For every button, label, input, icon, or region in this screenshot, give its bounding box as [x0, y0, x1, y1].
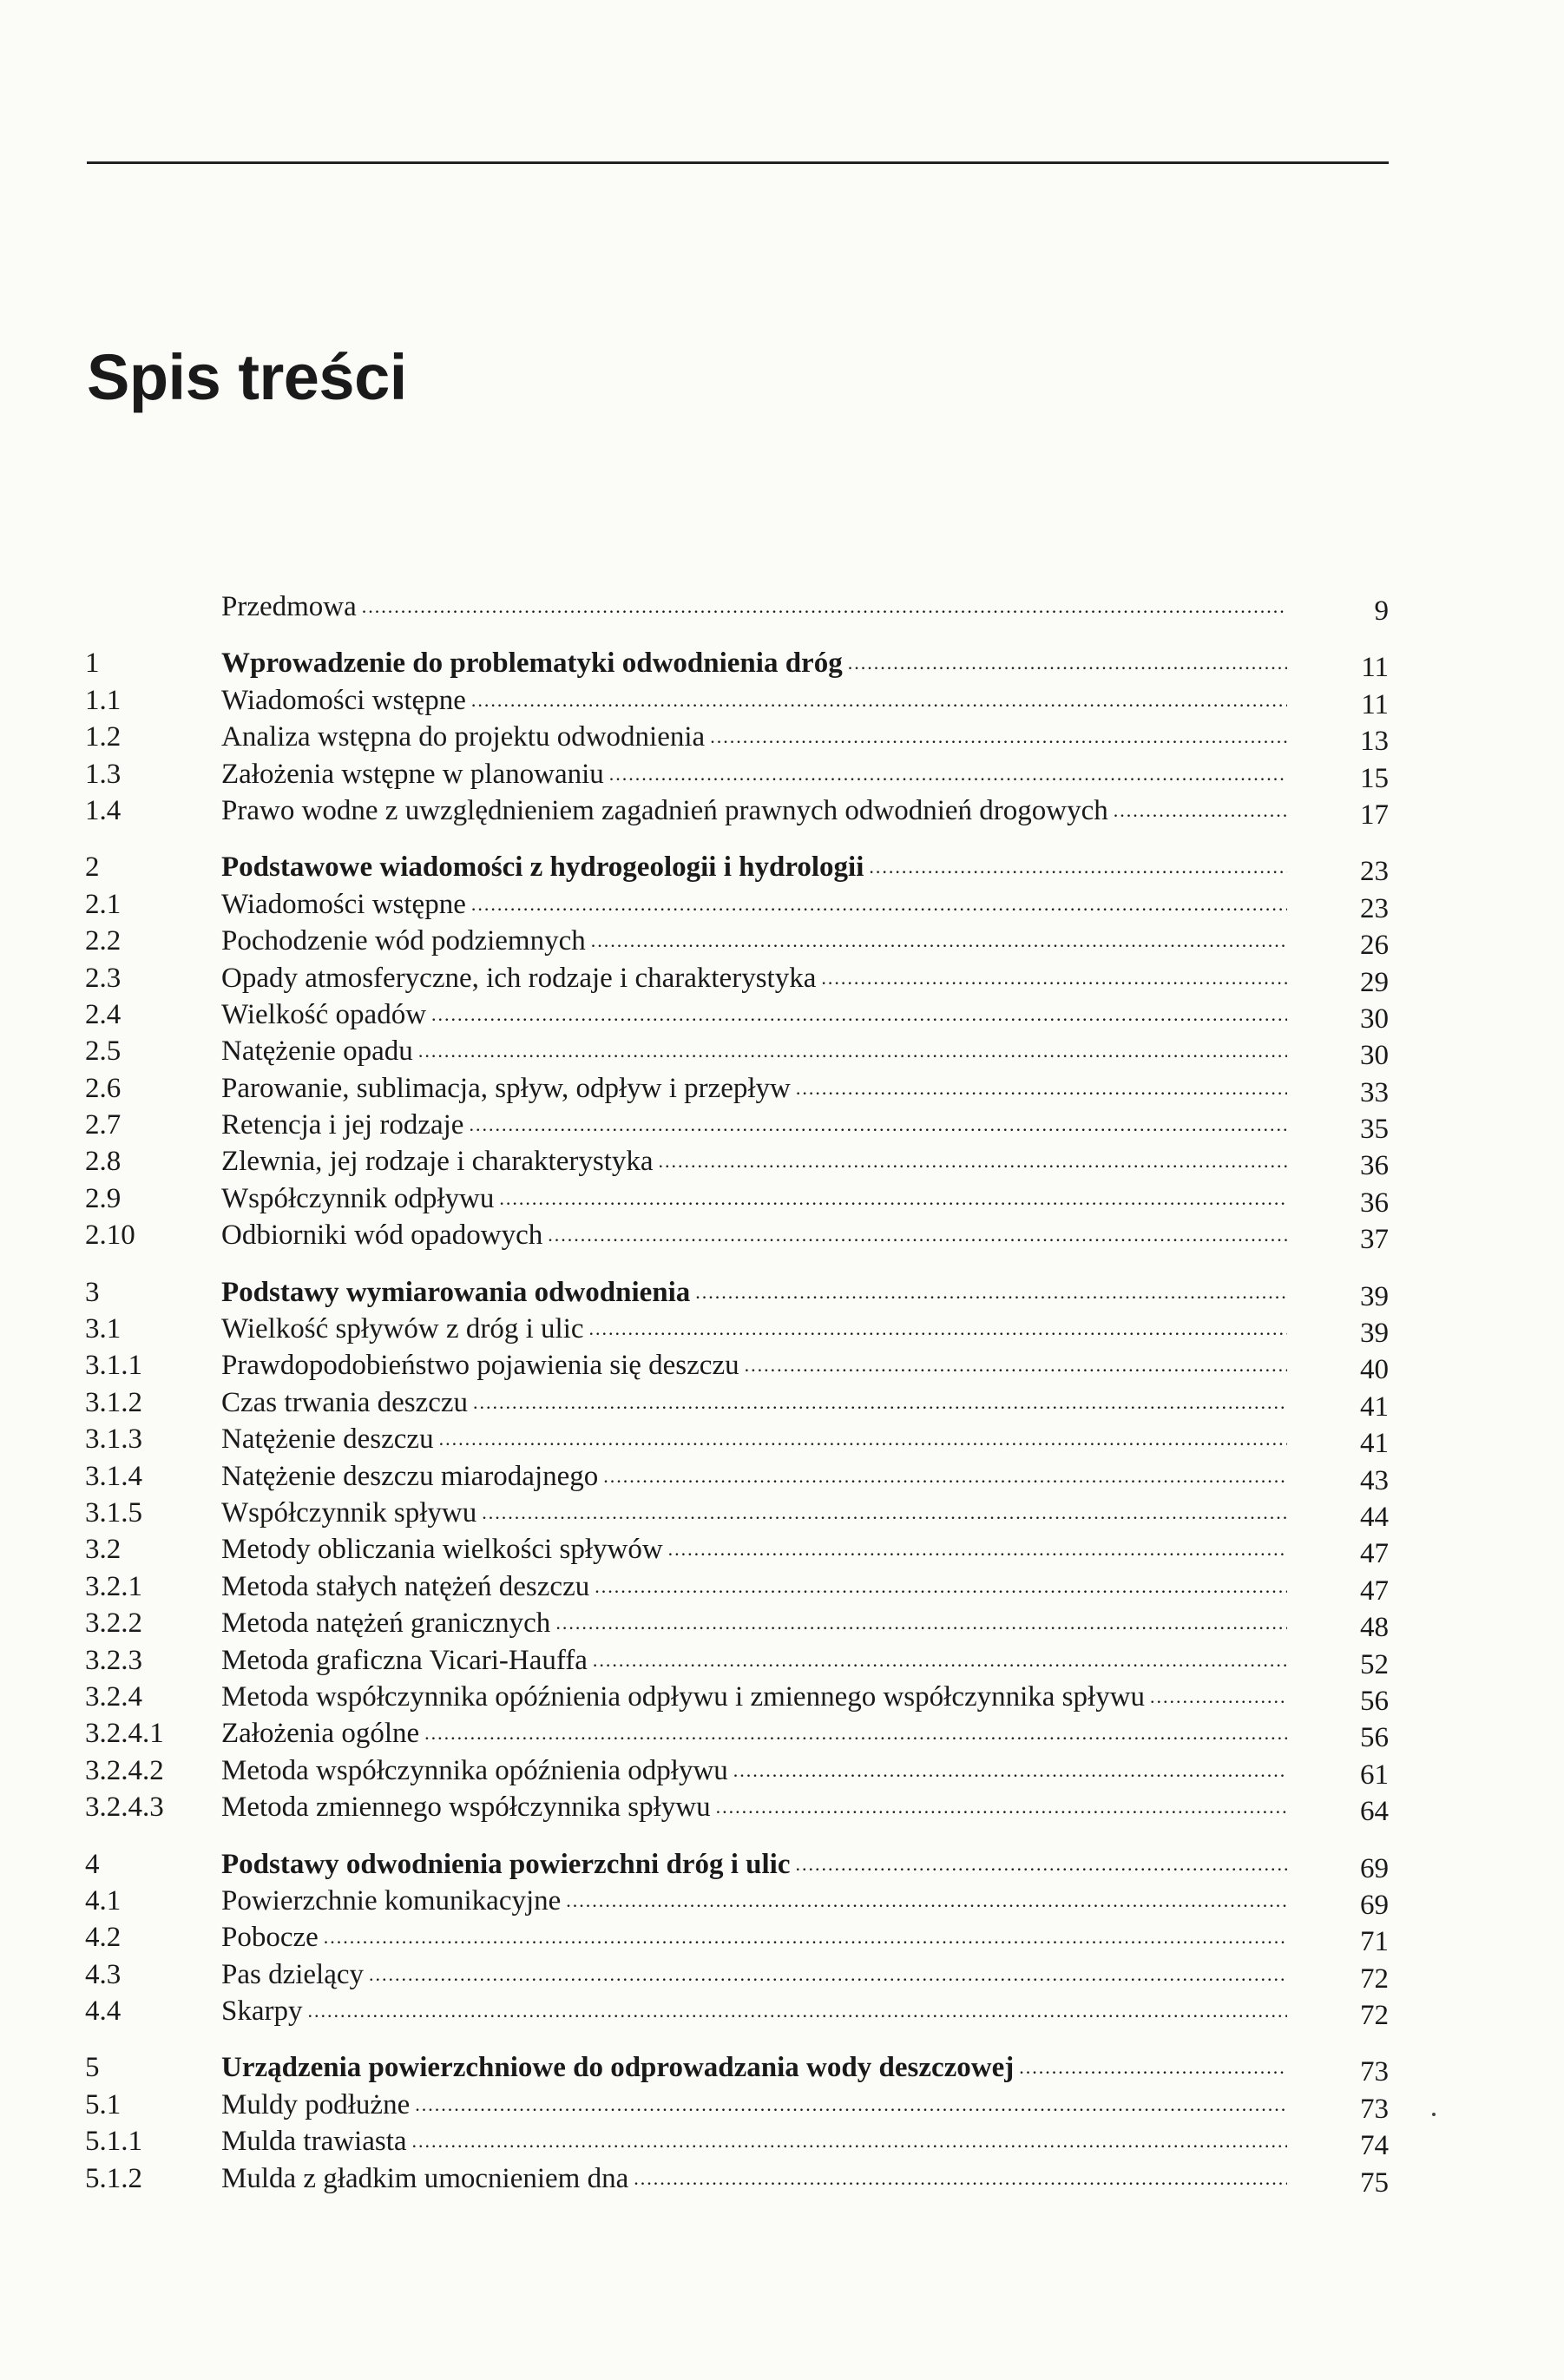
toc-entry-title: Podstawy wymiarowania odwodnienia: [221, 1276, 691, 1308]
page-title: Spis treści: [87, 341, 407, 413]
toc-entry-title: Pochodzenie wód podziemnych: [221, 925, 586, 957]
toc-entry-leader: [221, 645, 1287, 681]
toc-entry-page-number: 41: [1360, 1428, 1389, 1460]
toc-entry-leader: [221, 1919, 1287, 1956]
toc-entry-title: Podstawowe wiadomości z hydrogeologii i hydrologii: [221, 851, 864, 884]
toc-entry-title: Analiza wstępna do projektu odwodnienia: [221, 721, 706, 753]
toc-entry-number: 1.1: [85, 684, 122, 716]
toc-entry-leader: [221, 588, 1287, 625]
toc-entry-page-number: 39: [1360, 1318, 1389, 1350]
toc-entry-page-number: 47: [1360, 1575, 1389, 1607]
toc-entry-number: 3.2: [85, 1534, 122, 1566]
toc-entry-title: Założenia wstępne w planowaniu: [221, 758, 604, 790]
toc-entry-number: 3.1.5: [85, 1496, 142, 1529]
toc-entry-leader: [221, 886, 1287, 923]
toc-entry-page-number: 64: [1360, 1796, 1389, 1828]
toc-entry-leader: [221, 1568, 1287, 1605]
toc-entry-page-number: 36: [1360, 1187, 1389, 1219]
toc-entry-row: [85, 756, 1389, 792]
toc-entry-leader: [221, 1883, 1287, 1919]
toc-entry-title: Pas dzielący: [221, 1958, 365, 1990]
toc-entry-page-number: 36: [1360, 1150, 1389, 1182]
toc-entry-page-number: 23: [1360, 856, 1389, 888]
toc-entry-leader: [221, 1679, 1287, 1715]
toc-entry-number: 1.2: [85, 721, 122, 753]
toc-entry-title: Natężenie deszczu: [221, 1423, 434, 1456]
toc-entry-title: Podstawy odwodnienia powierzchni dróg i ulic: [221, 1848, 791, 1880]
toc-entry-page-number: 69: [1360, 1852, 1389, 1884]
toc-entry-leader: [221, 1421, 1287, 1457]
toc-entry-title: Odbiorniki wód opadowych: [221, 1220, 543, 1252]
toc-entry-title: Założenia ogólne: [221, 1718, 420, 1750]
toc-entry-row: [85, 1919, 1389, 1956]
toc-entry-leader: [221, 1846, 1287, 1883]
toc-dot-leader: [821, 960, 1287, 996]
toc-entry-leader: [221, 1107, 1287, 1143]
toc-entry-row: [85, 2160, 1389, 2197]
toc-entry-leader: [221, 682, 1287, 719]
toc-entry-number: 2.2: [85, 925, 122, 957]
toc-entry-title: Metoda natężeń granicznych: [221, 1607, 551, 1640]
toc-entry-row: [85, 996, 1389, 1033]
margin-speck: [1432, 2113, 1436, 2116]
toc-dot-leader: [324, 1919, 1287, 1956]
toc-entry-leader: [221, 1715, 1287, 1752]
toc-dot-leader: [634, 2160, 1287, 2197]
toc-entry-leader: [221, 719, 1287, 755]
toc-dot-leader: [589, 1311, 1287, 1347]
toc-entry-leader: [221, 960, 1287, 996]
toc-entry-title: Wiadomości wstępne: [221, 888, 466, 920]
toc-dot-leader: [471, 682, 1287, 719]
toc-entry-leader: [221, 1531, 1287, 1568]
toc-entry-number: 2.6: [85, 1072, 122, 1104]
toc-dot-leader: [659, 1143, 1287, 1180]
toc-entry-title: Metoda zmiennego współczynnika spływu: [221, 1792, 711, 1824]
toc-entry-row: [85, 886, 1389, 923]
toc-entry-page-number: 44: [1360, 1501, 1389, 1533]
toc-dot-leader: [796, 1070, 1287, 1107]
toc-dot-leader: [745, 1347, 1287, 1384]
toc-chapter-row: [85, 1846, 1389, 1883]
toc-entry-number: 2.1: [85, 888, 122, 920]
toc-dot-leader: [555, 1605, 1287, 1641]
toc-dot-leader: [603, 1458, 1287, 1495]
toc-entry-number: 3.2.1: [85, 1570, 142, 1602]
toc-entry-leader: [221, 792, 1287, 829]
toc-entry-leader: [221, 1642, 1287, 1679]
toc-entry-number: 2.7: [85, 1109, 122, 1141]
toc-entry-row: [85, 1421, 1389, 1460]
toc-entry-title: Prawdopodobieństwo pojawienia się deszczu: [221, 1350, 739, 1382]
toc-entry-number: 5: [85, 2052, 100, 2084]
toc-entry-number: 3.1.4: [85, 1460, 142, 1492]
toc-entry-number: 3.1.1: [85, 1350, 142, 1382]
toc-entry-page-number: 47: [1360, 1538, 1389, 1570]
toc-entry-title: Metoda graficzna Vicari-Hauffa: [221, 1644, 588, 1676]
toc-entry-row: [85, 1956, 1389, 1993]
table-of-contents: [85, 588, 1389, 2197]
toc-dot-leader: [548, 1217, 1287, 1253]
toc-dot-leader: [848, 645, 1287, 681]
toc-entry-row: [85, 960, 1389, 996]
toc-entry-page-number: 74: [1360, 2130, 1389, 2162]
toc-entry-title: Przedmowa: [221, 591, 357, 622]
toc-entry-leader: [221, 996, 1287, 1033]
toc-dot-leader: [566, 1883, 1287, 1919]
toc-entry-number: 2.9: [85, 1182, 122, 1214]
toc-entry-page-number: 72: [1360, 1963, 1389, 1995]
toc-entry-row: [85, 1642, 1389, 1679]
toc-entry-page-number: 41: [1360, 1391, 1389, 1423]
toc-entry-leader: [221, 1956, 1287, 1993]
toc-entry-row: [85, 792, 1389, 829]
toc-entry-leader: [221, 1070, 1287, 1107]
toc-dot-leader: [668, 1531, 1287, 1568]
toc-entry-number: 5.1: [85, 2088, 122, 2120]
toc-dot-leader: [412, 2123, 1287, 2160]
toc-dot-leader: [591, 923, 1287, 959]
toc-entry-title: Metoda stałych natężeń deszczu: [221, 1570, 590, 1602]
toc-entry-row: [85, 1070, 1389, 1107]
toc-entry-leader: [221, 2160, 1287, 2197]
toc-entry-page-number: 56: [1360, 1722, 1389, 1754]
toc-dot-leader: [424, 1715, 1287, 1752]
toc-entry-number: 2.8: [85, 1146, 122, 1178]
toc-entry-title: Powierzchnie komunikacyjne: [221, 1884, 562, 1916]
toc-entry-title: Wielkość spływów z dróg i ulic: [221, 1313, 584, 1345]
toc-entry-page-number: 13: [1360, 726, 1389, 758]
toc-entry-row: [85, 1495, 1389, 1531]
toc-entry-leader: [221, 1384, 1287, 1421]
toc-entry-number: 2.5: [85, 1035, 122, 1068]
toc-entry-page-number: 48: [1360, 1612, 1389, 1644]
toc-entry-number: 2.10: [85, 1220, 135, 1252]
toc-entry-title: Wielkość opadów: [221, 998, 427, 1030]
toc-entry-page-number: 73: [1360, 2093, 1389, 2125]
toc-chapter-row: [85, 645, 1389, 684]
toc-entry-row: [85, 1033, 1389, 1072]
toc-entry-title: Mulda z gładkim umocnieniem dna: [221, 2162, 629, 2194]
toc-entry-title: Współczynnik spływu: [221, 1496, 477, 1529]
toc-entry-row: [85, 1605, 1389, 1644]
toc-entry-number: 4.2: [85, 1922, 122, 1954]
toc-entry-row: [85, 1458, 1389, 1495]
toc-entry-number: 3.2.4.2: [85, 1754, 164, 1786]
toc-entry-row: [85, 2123, 1389, 2160]
toc-entry-page-number: 72: [1360, 2000, 1389, 2032]
toc-entry-number: 5.1.1: [85, 2126, 142, 2158]
toc-entry-leader: [221, 1311, 1287, 1347]
toc-dot-leader: [418, 1033, 1287, 1069]
toc-entry-number: 3.2.2: [85, 1607, 142, 1640]
toc-entry-number: 4.4: [85, 1995, 122, 2028]
toc-dot-leader: [473, 1384, 1287, 1421]
toc-entry-title: Zlewnia, jej rodzaje i charakterystyka: [221, 1146, 654, 1178]
toc-entry-row: [85, 1993, 1389, 2032]
toc-entry-row: [85, 1384, 1389, 1421]
toc-entry-title: Metody obliczania wielkości spływów: [221, 1534, 663, 1566]
toc-entry-leader: [221, 1605, 1287, 1641]
toc-entry-page-number: 17: [1360, 799, 1389, 831]
toc-entry-row: [85, 1311, 1389, 1350]
toc-entry-number: 3.2.4: [85, 1680, 142, 1713]
toc-entry-title: Pobocze: [221, 1922, 319, 1954]
toc-entry-title: Współczynnik odpływu: [221, 1182, 495, 1214]
toc-dot-leader: [595, 1568, 1287, 1605]
toc-entry-number: 2.4: [85, 998, 122, 1030]
toc-entry-title: Czas trwania deszczu: [221, 1386, 469, 1418]
toc-entry-number: 3: [85, 1276, 100, 1308]
toc-entry-title: Natężenie deszczu miarodajnego: [221, 1460, 599, 1492]
toc-entry-page-number: 69: [1360, 1889, 1389, 1921]
toc-entry-number: 2: [85, 851, 100, 884]
toc-entry-page-number: 30: [1360, 1003, 1389, 1035]
toc-entry-leader: [221, 1789, 1287, 1825]
toc-entry-page-number: 43: [1360, 1464, 1389, 1496]
toc-entry-title: Metoda współczynnika opóźnienia odpływu i zmiennego współczynnika spływu: [221, 1680, 1146, 1713]
toc-entry-row: [85, 923, 1389, 962]
toc-entry-row: [85, 1883, 1389, 1919]
toc-dot-leader: [415, 2087, 1287, 2123]
toc-dot-leader: [439, 1421, 1287, 1457]
toc-entry-row: [85, 2087, 1389, 2123]
toc-entry-page-number: 26: [1360, 930, 1389, 962]
toc-entry-row: [85, 1789, 1389, 1828]
toc-entry-number: 3.2.3: [85, 1644, 142, 1676]
toc-entry-leader: [221, 923, 1287, 959]
toc-dot-leader: [1114, 792, 1287, 829]
toc-entry-leader: [221, 756, 1287, 792]
toc-dot-leader: [482, 1495, 1287, 1531]
toc-entry-number: 4.1: [85, 1884, 122, 1916]
toc-entry-leader: [221, 1180, 1287, 1217]
toc-entry-leader: [221, 1274, 1287, 1311]
toc-entry-number: 3.1.3: [85, 1423, 142, 1456]
toc-entry-row: [85, 588, 1389, 625]
toc-entry-number: 3.1: [85, 1313, 122, 1345]
toc-entry-page-number: 11: [1361, 652, 1389, 684]
toc-dot-leader: [308, 1993, 1288, 2029]
toc-chapter-row: [85, 2049, 1389, 2086]
toc-dot-leader: [1019, 2049, 1287, 2086]
toc-entry-page-number: 9: [1374, 595, 1389, 627]
toc-entry-page-number: 11: [1361, 688, 1389, 720]
toc-dot-leader: [609, 756, 1287, 792]
toc-entry-number: 3.2.4.3: [85, 1792, 164, 1824]
toc-entry-title: Retencja i jej rodzaje: [221, 1109, 464, 1141]
toc-entry-page-number: 61: [1360, 1759, 1389, 1791]
toc-entry-page-number: 15: [1360, 762, 1389, 794]
toc-dot-leader: [469, 1107, 1287, 1143]
toc-entry-leader: [221, 849, 1287, 885]
toc-entry-row: [85, 1715, 1389, 1752]
toc-dot-leader: [471, 886, 1287, 923]
toc-dot-leader: [369, 1956, 1287, 1993]
toc-entry-leader: [221, 1033, 1287, 1069]
toc-entry-leader: [221, 2087, 1287, 2123]
toc-entry-title: Urządzenia powierzchniowe do odprowadzania wody deszczowej: [221, 2052, 1015, 2084]
toc-dot-leader: [362, 588, 1287, 625]
toc-entry-row: [85, 1107, 1389, 1146]
toc-entry-row: [85, 1531, 1389, 1568]
toc-dot-leader: [593, 1642, 1287, 1679]
toc-entry-number: 5.1.2: [85, 2162, 142, 2194]
toc-entry-page-number: 56: [1360, 1685, 1389, 1717]
toc-entry-page-number: 29: [1360, 966, 1389, 998]
toc-entry-page-number: 30: [1360, 1040, 1389, 1072]
toc-dot-leader: [795, 1846, 1287, 1883]
toc-entry-leader: [221, 1217, 1287, 1253]
toc-entry-title: Opady atmosferyczne, ich rodzaje i charakterystyka: [221, 962, 817, 994]
toc-entry-number: 1: [85, 648, 100, 680]
toc-entry-title: Mulda trawiasta: [221, 2126, 407, 2158]
toc-entry-row: [85, 1347, 1389, 1384]
toc-entry-page-number: 33: [1360, 1076, 1389, 1108]
toc-dot-leader: [499, 1180, 1287, 1217]
toc-entry-title: Prawo wodne z uwzględnieniem zagadnień prawnych odwodnień drogowych: [221, 794, 1108, 826]
toc-dot-leader: [695, 1274, 1287, 1311]
toc-entry-title: Parowanie, sublimacja, spływ, odpływ i przepływ: [221, 1072, 791, 1104]
toc-entry-title: Skarpy: [221, 1995, 303, 2028]
toc-entry-row: [85, 719, 1389, 758]
toc-entry-title: Natężenie opadu: [221, 1035, 413, 1068]
toc-entry-leader: [221, 1993, 1287, 2029]
toc-entry-page-number: 71: [1360, 1926, 1389, 1958]
toc-entry-title: Metoda współczynnika opóźnienia odpływu: [221, 1754, 728, 1786]
toc-entry-page-number: 75: [1360, 2166, 1389, 2199]
toc-entry-row: [85, 1752, 1389, 1789]
toc-dot-leader: [431, 996, 1287, 1033]
toc-entry-page-number: 39: [1360, 1280, 1389, 1312]
toc-entry-number: 3.2.4.1: [85, 1718, 164, 1750]
toc-dot-leader: [733, 1752, 1287, 1789]
toc-entry-leader: [221, 1143, 1287, 1180]
toc-entry-title: Muldy podłużne: [221, 2088, 411, 2120]
toc-entry-row: [85, 1217, 1389, 1256]
toc-entry-page-number: 35: [1360, 1114, 1389, 1146]
toc-chapter-row: [85, 1274, 1389, 1311]
toc-entry-number: 3.1.2: [85, 1386, 142, 1418]
toc-entry-number: 1.3: [85, 758, 122, 790]
toc-entry-leader: [221, 1458, 1287, 1495]
toc-entry-leader: [221, 2049, 1287, 2086]
toc-entry-leader: [221, 1495, 1287, 1531]
toc-entry-row: [85, 1679, 1389, 1715]
toc-dot-leader: [716, 1789, 1287, 1825]
toc-entry-leader: [221, 1347, 1287, 1384]
toc-entry-number: 2.3: [85, 962, 122, 994]
toc-entry-number: 1.4: [85, 794, 122, 826]
toc-entry-row: [85, 1180, 1389, 1217]
toc-entry-leader: [221, 1752, 1287, 1789]
toc-entry-page-number: 40: [1360, 1354, 1389, 1386]
toc-entry-page-number: 52: [1360, 1648, 1389, 1680]
toc-entry-title: Wiadomości wstępne: [221, 684, 466, 716]
toc-entry-row: [85, 1143, 1389, 1180]
toc-entry-leader: [221, 2123, 1287, 2160]
toc-chapter-row: [85, 849, 1389, 888]
toc-entry-number: 4.3: [85, 1958, 122, 1990]
toc-entry-page-number: 73: [1360, 2056, 1389, 2088]
toc-entry-title: Wprowadzenie do problematyki odwodnienia dróg: [221, 648, 843, 680]
toc-entry-row: [85, 1568, 1389, 1605]
toc-dot-leader: [710, 719, 1287, 755]
top-rule: [87, 161, 1389, 164]
toc-entry-page-number: 23: [1360, 892, 1389, 924]
toc-entry-page-number: 37: [1360, 1224, 1389, 1256]
toc-dot-leader: [1150, 1679, 1287, 1715]
toc-entry-number: 4: [85, 1848, 100, 1880]
toc-entry-row: [85, 682, 1389, 719]
toc-dot-leader: [869, 849, 1287, 885]
